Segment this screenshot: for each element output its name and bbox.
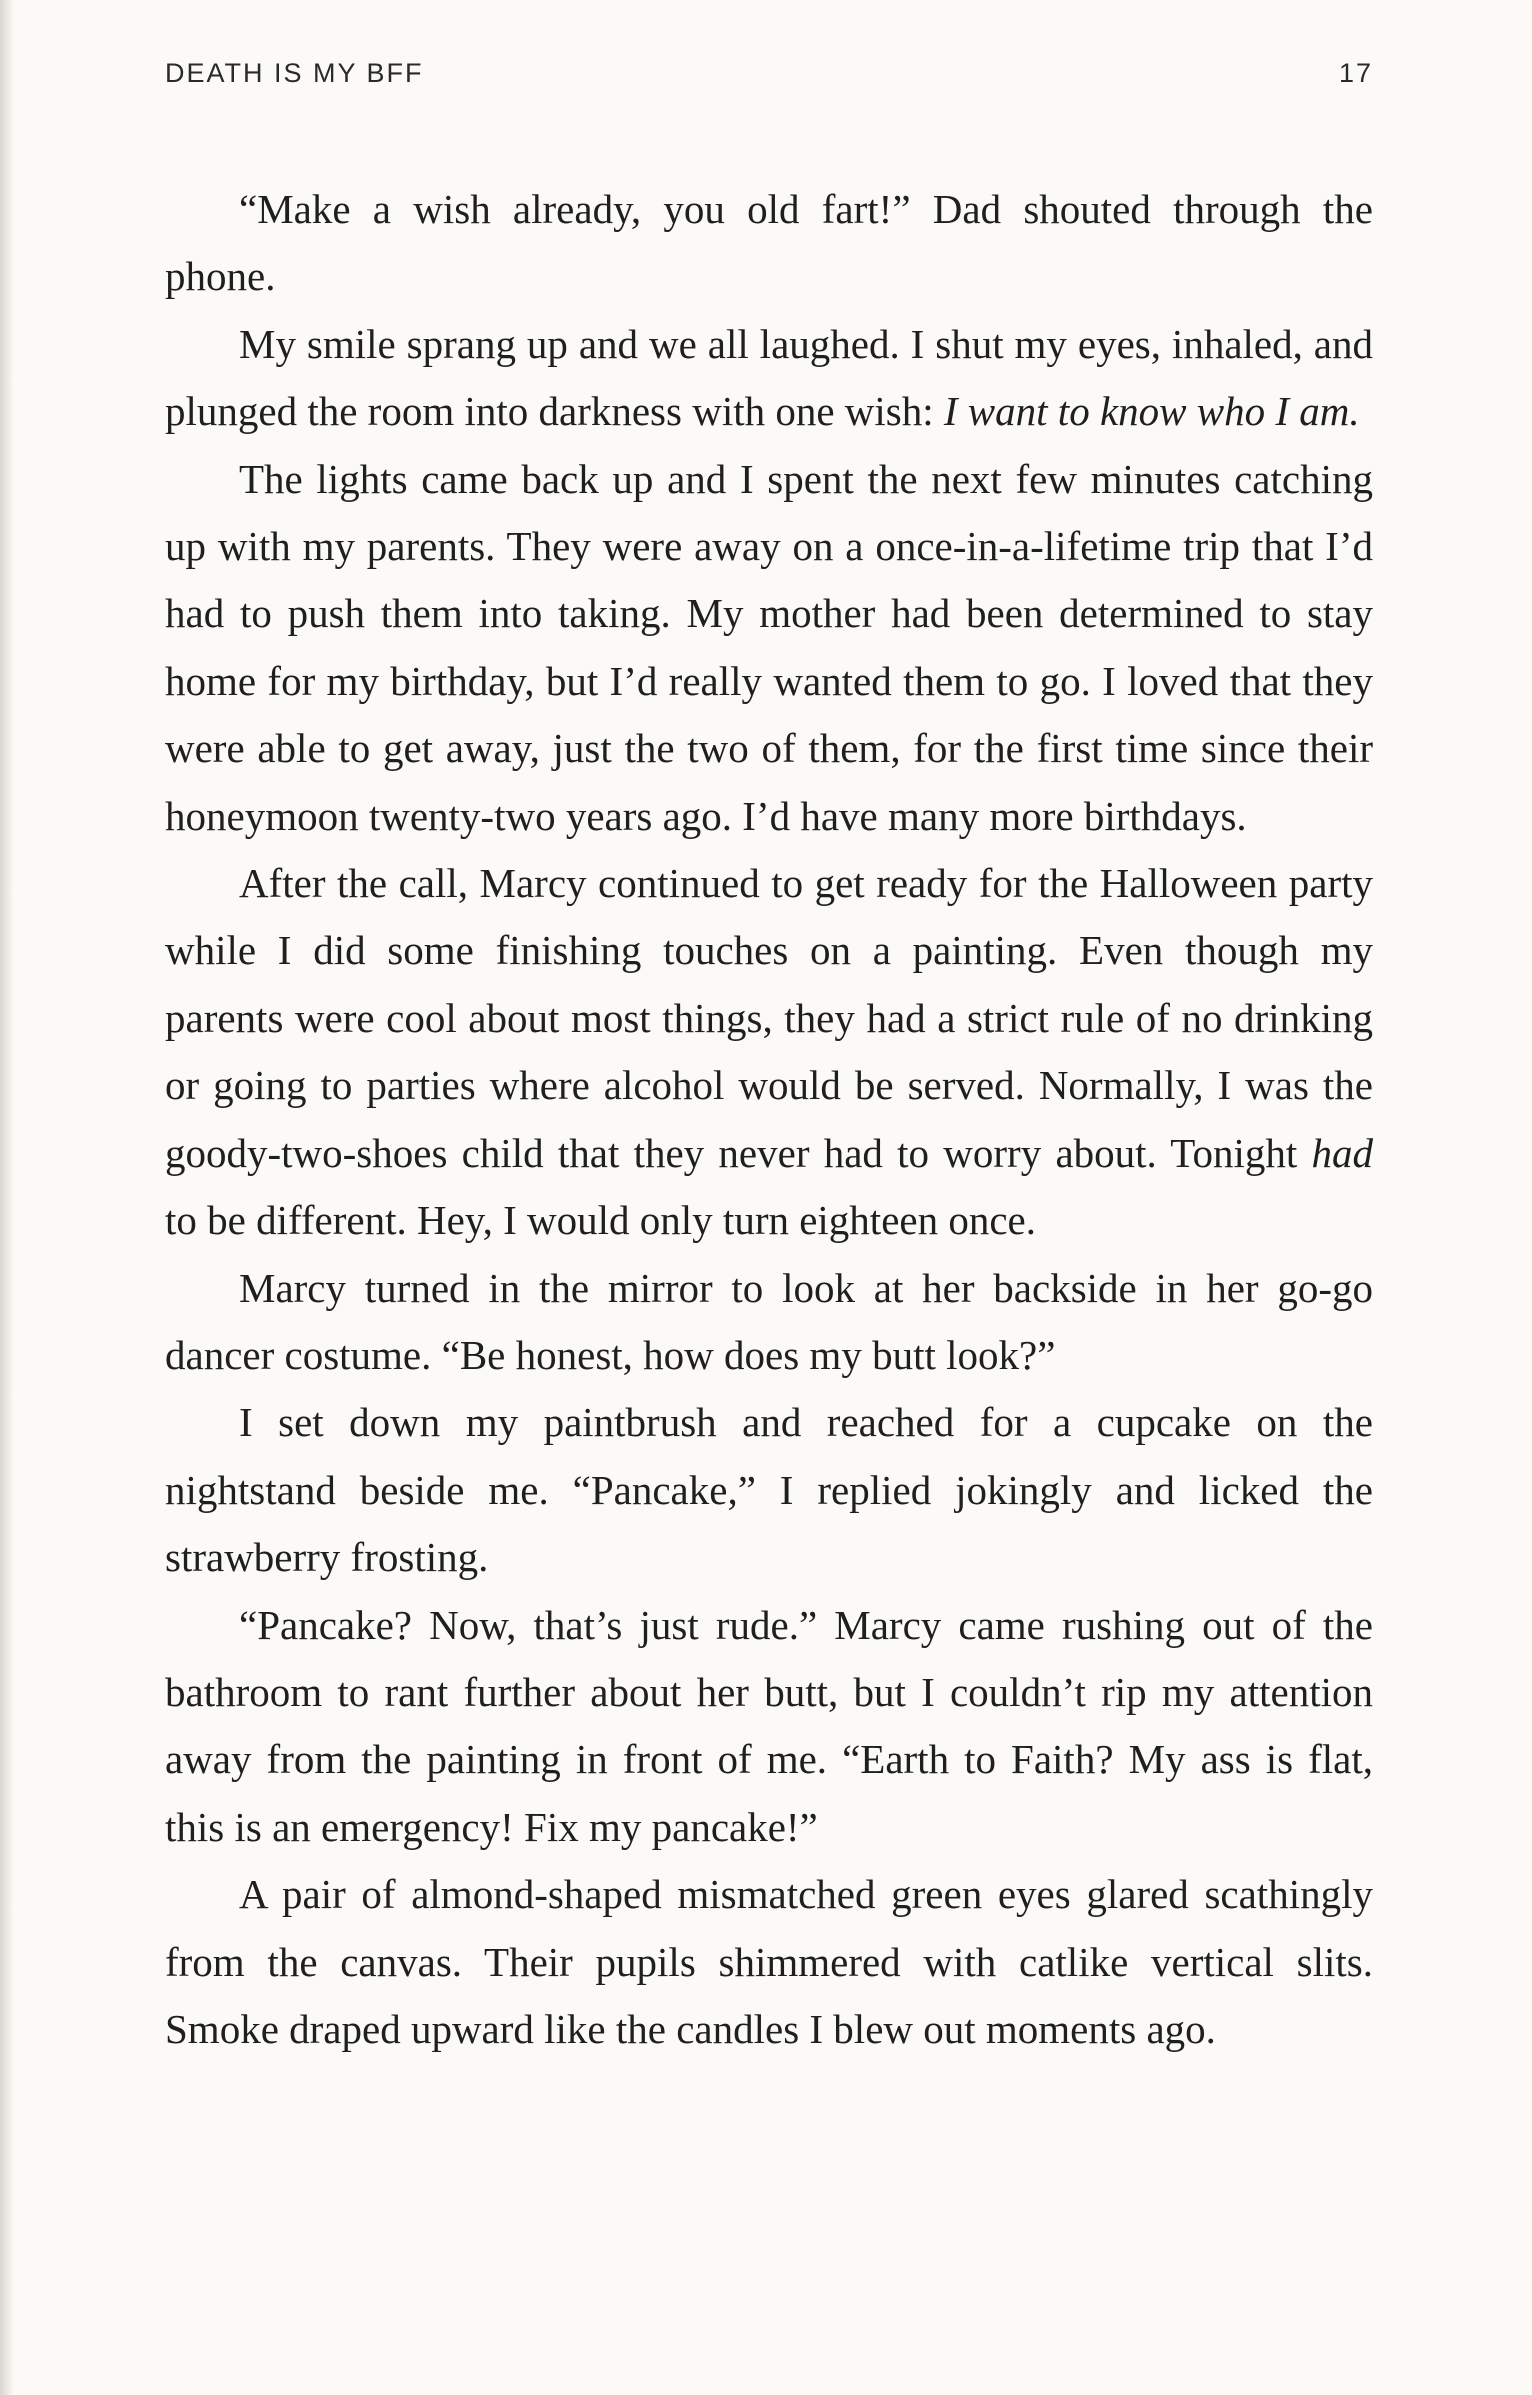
- spine-shadow: [0, 0, 14, 2395]
- paragraph-3: [165, 446, 1373, 850]
- running-head: [165, 58, 1373, 98]
- text-segment: The lights came back up and I spent the next few minutes catching up with my parents. They were away on a once-in-a-lifetime trip that I’d had to push them into taking. My mother had been determined to stay home for my birthday, but I’d really wanted them to go. I loved that they were able to get away, just the two of them, for the first time since their honeymoon twenty-two years ago. I’d have many more birthdays.: [165, 455, 1373, 839]
- text-segment: My smile sprang up and we all laughed. I shut my eyes, inhaled, and plunged the room into darkness with one wish:: [165, 320, 1373, 435]
- text-segment: A pair of almond-shaped mismatched green eyes glared scathingly from the canvas. Their pupils shimmered with catlike vertical slits. Smoke draped upward like the candles I blew out moments ago.: [165, 1871, 1373, 2052]
- paragraph-2: [165, 311, 1373, 446]
- body-text: [165, 176, 1373, 2063]
- text-segment: Marcy turned in the mirror to look at her backside in her go-go dancer costume. “Be honest, how does my butt look?”: [165, 1264, 1373, 1378]
- italic-text-segment: I want to know who I am.: [943, 388, 1360, 435]
- page-number: 17: [1338, 58, 1373, 88]
- paragraph-5: [165, 1255, 1373, 1390]
- italic-text-segment: had: [1311, 1129, 1373, 1176]
- paragraph-1: [165, 176, 1373, 311]
- text-segment: to be different. Hey, I would only turn eighteen once.: [165, 1197, 1036, 1244]
- paragraph-4: [165, 850, 1373, 1254]
- running-title: DEATH IS MY BFF: [165, 58, 424, 88]
- paragraph-7: [165, 1592, 1373, 1862]
- text-segment: “Make a wish already, you old fart!” Dad shouted through the phone.: [165, 186, 1373, 300]
- paragraph-8: [165, 1861, 1373, 2063]
- text-segment: “Pancake? Now, that’s just rude.” Marcy came rushing out of the bathroom to rant further about her butt, but I couldn’t rip my attention away from the painting in front of me. “Earth to Faith? My ass is flat, this is an emergency! Fix my pancake!”: [165, 1601, 1373, 1850]
- paragraph-6: [165, 1389, 1373, 1591]
- text-segment: After the call, Marcy continued to get ready for the Halloween party while I did some finishing touches on a painting. Even though my parents were cool about most things, they had a strict rule of no drinking or going to parties where alcohol would be served. Normally, I was the goody-two-shoes child that they never had to worry about. Tonight: [165, 860, 1373, 1176]
- text-segment: I set down my paintbrush and reached for a cupcake on the nightstand beside me. “Pancake,” I replied jokingly and licked the strawberry frosting.: [165, 1399, 1373, 1581]
